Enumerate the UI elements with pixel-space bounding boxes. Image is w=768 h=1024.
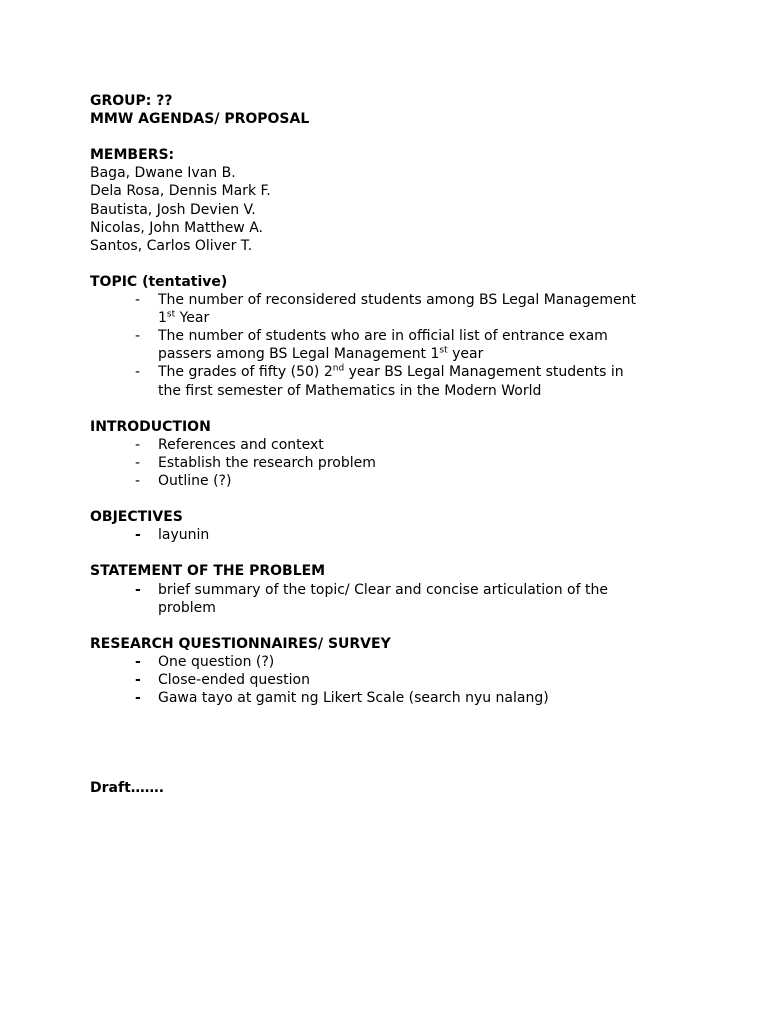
research-item [90,653,690,671]
spacer [90,255,690,273]
introduction-item-text: Establish the research problem [158,454,376,471]
draft-label: Draft……. [90,780,165,797]
topic-item [90,291,690,327]
research-item [90,671,690,689]
research-item-text: One question (?) [158,653,275,670]
statement-item [90,581,690,617]
introduction-item [90,472,690,490]
statement-item-line: brief summary of the topic/ Clear and concise articulation of the [158,581,608,598]
research-heading: RESEARCH QUESTIONNAIRES/ SURVEY [90,635,391,652]
research-item [90,689,690,707]
members-heading: MEMBERS: [90,147,175,164]
objectives-section [90,508,690,544]
spacer [90,544,690,562]
document-page [90,92,690,797]
objectives-heading: OBJECTIVES [90,509,183,526]
research-section [90,635,690,707]
group-label: GROUP: ?? [90,93,173,109]
statement-item-line: problem [158,599,216,616]
statement-section [90,562,690,616]
bullet-dash: - [135,581,141,598]
bullet-dash: - [135,690,141,707]
bullet-dash: - [135,364,141,381]
topic-item-text: Year [175,310,210,327]
bullet-dash: - [135,472,141,489]
topic-item [90,363,690,399]
spacer [90,128,690,146]
research-list [90,653,690,707]
topic-item-line: the first semester of Mathematics in the Modern World [158,382,542,399]
bullet-dash: - [135,436,141,453]
research-item-text: Gawa tayo at gamit ng Likert Scale (search nyu nalang) [158,690,549,707]
bullet-dash: - [135,454,141,471]
bullet-dash: - [135,527,141,544]
topic-item-line: The number of reconsidered students among BS Legal Management [158,292,636,309]
introduction-list [90,436,690,490]
introduction-section [90,418,690,490]
topic-item-text: passers among BS Legal Management 1 [158,346,440,363]
topic-item-line [158,363,690,381]
introduction-item-text: References and context [158,436,324,453]
topic-item-line [158,345,690,363]
objectives-list [90,526,690,544]
spacer [90,490,690,508]
objectives-item [90,526,690,544]
topic-section [90,273,690,400]
statement-list [90,581,690,617]
topic-item-text: 1 [158,310,167,327]
spacer [90,617,690,635]
objectives-item-text: layunin [158,527,210,544]
spacer [90,707,690,779]
members-section [90,146,690,255]
topic-item-text: The grades of fifty (50) 2 [158,364,333,381]
member-name: Baga, Dwane Ivan B. [90,165,236,182]
topic-item-text: year BS Legal Management students in [344,364,624,381]
introduction-item-text: Outline (?) [158,472,232,489]
member-name: Dela Rosa, Dennis Mark F. [90,183,271,200]
topic-heading: TOPIC (tentative) [90,273,228,290]
bullet-dash: - [135,292,141,309]
introduction-item [90,454,690,472]
introduction-item [90,436,690,454]
ordinal-suffix: st [439,345,448,356]
introduction-heading: INTRODUCTION [90,418,211,435]
ordinal-suffix: nd [332,363,345,374]
bullet-dash: - [135,328,141,345]
topic-list [90,291,690,400]
statement-heading: STATEMENT OF THE PROBLEM [90,563,326,580]
member-name: Bautista, Josh Devien V. [90,201,256,218]
research-item-text: Close-ended question [158,672,310,688]
topic-item-line [158,309,690,327]
member-name: Nicolas, John Matthew A. [90,219,263,236]
document-title: MMW AGENDAS/ PROPOSAL [90,111,310,128]
spacer [90,400,690,418]
ordinal-suffix: st [166,309,176,320]
bullet-dash: - [135,653,141,670]
bullet-dash: - [135,672,141,688]
topic-item-line: The number of students who are in official list of entrance exam [158,328,608,345]
topic-item [90,327,690,363]
topic-item-text: year [447,346,484,363]
member-name: Santos, Carlos Oliver T. [90,237,253,254]
